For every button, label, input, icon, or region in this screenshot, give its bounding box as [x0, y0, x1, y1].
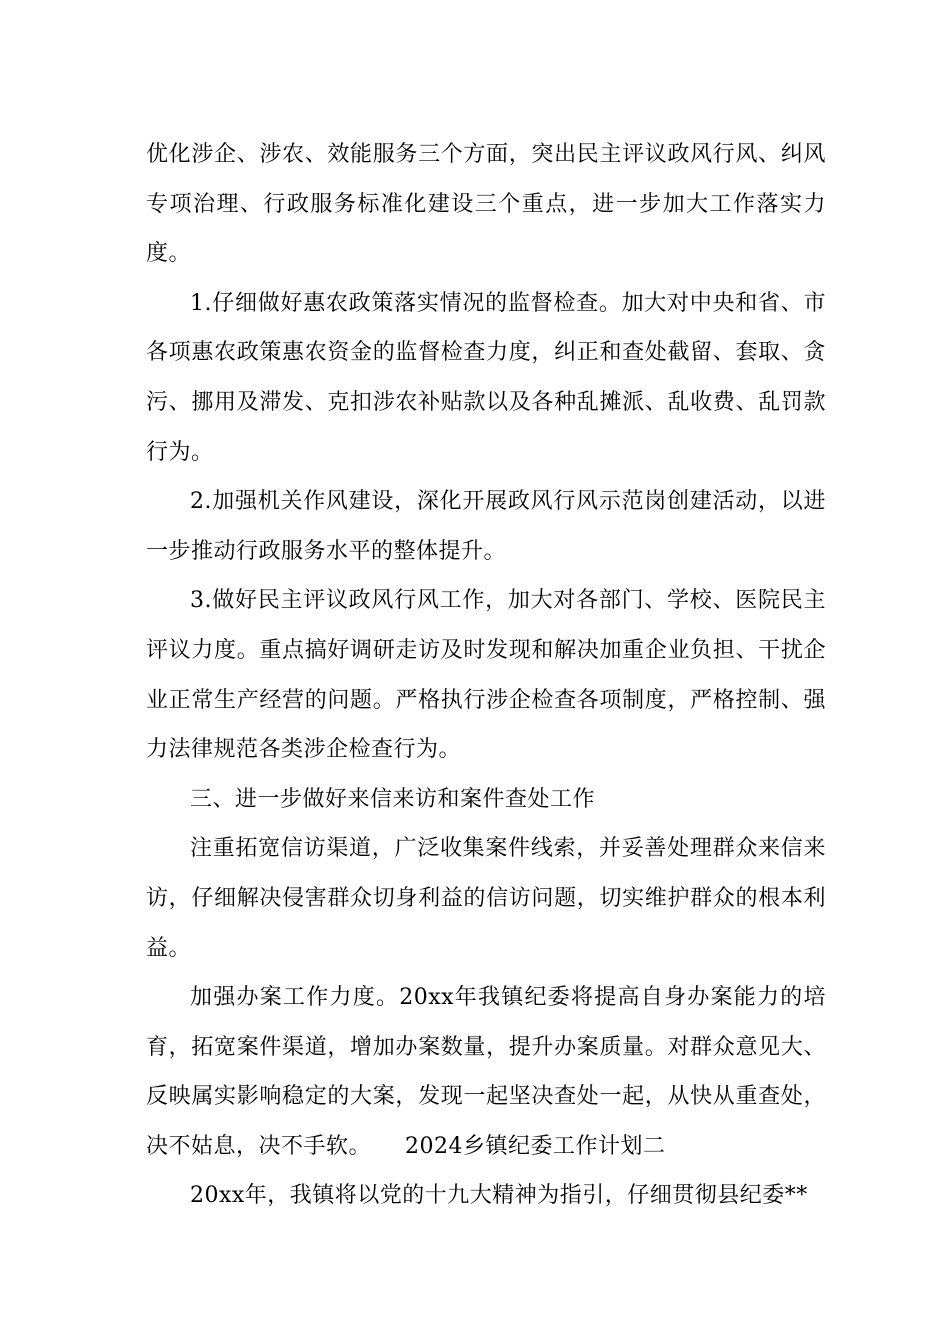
paragraph-petitions: 注重拓宽信访渠道，广泛收集案件线索，并妥善处理群众来信来访，仔细解决侵害群众切身利益的信访问题，切实维护群众的根本利益。: [146, 836, 826, 961]
paragraph-item-1: 1.仔细做好惠农政策落实情况的监督检查。加大对中央和省、市各项惠农政策惠农资金的监督检查力度，纠正和查处截留、套取、贪污、挪用及滞发、克扣涉农补贴款以及各种乱摊派、乱收费、乱罚款行为。: [146, 290, 826, 465]
paragraph-case-handling: 加强办案工作力度。20xx年我镇纪委将提高自身办案能力的培育，拓宽案件渠道，增加办案数量，提升办案质量。对群众意见大、反映属实影响稳定的大案，发现一起坚决查处一起，从快从重查处，决不姑息，决不手软。 2024乡镇纪委工作计划二: [146, 985, 826, 1159]
document-body: [146, 130, 826, 1221]
section-heading-3: 三、进一步做好来信来访和案件查处工作: [190, 786, 596, 812]
paragraph-item-2: 2.加强机关作风建设，深化开展政风行风示范岗创建活动，以进一步推动行政服务水平的整体提升。: [146, 489, 826, 564]
paragraph-plan-two-start: 20xx年，我镇将以党的十九大精神为指引，仔细贯彻县纪委**: [190, 1183, 808, 1209]
paragraph-item-3: 3.做好民主评议政风行风工作，加大对各部门、学校、医院民主评议力度。重点搞好调研走访及时发现和解决加重企业负担、干扰企业正常生产经营的问题。严格执行涉企检查各项制度，严格控制、强力法律规范各类涉企检查行为。: [146, 588, 826, 763]
paragraph-intro: 优化涉企、涉农、效能服务三个方面，突出民主评议政风行风、纠风专项治理、行政服务标准化建设三个重点，进一步加大工作落实力度。: [146, 142, 826, 267]
